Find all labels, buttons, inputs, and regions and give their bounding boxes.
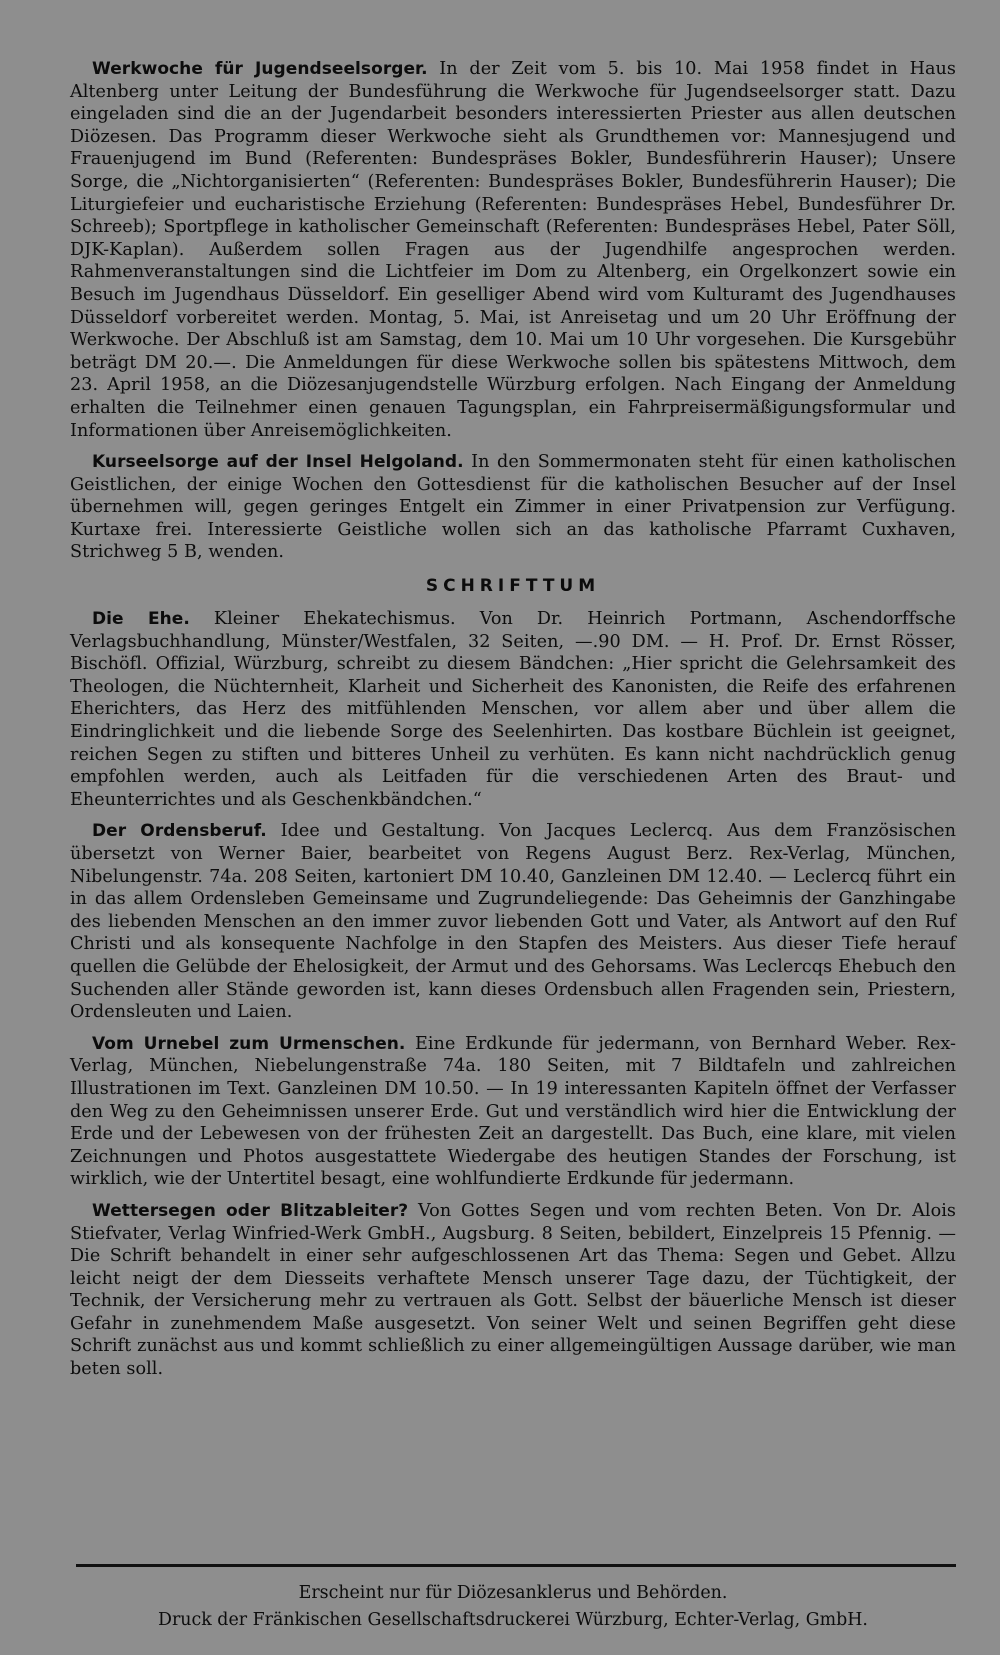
section-title: SCHRIFTTUM xyxy=(425,576,601,597)
review-die-ehe xyxy=(70,608,956,811)
review-text: Idee und Gestaltung. Von Jacques Leclercq. Aus dem Französischen übersetzt von Werner Baier, bearbeitet von Regens August Berz. Rex-Verlag, München, Nibelungenstr. 74a. 208 Seiten, kartoniert DM 10.40, Ganzleinen DM 12.40. — Leclercq führt ein in das allem Ordensleben Gemeinsame und Zugrundeliegende: Das Geheimnis der Ganzhingabe des liebenden Menschen an den immer zuvor liebenden Gott und Vater, als Antwort auf den Ruf Christi und als konsequente Nachfolge in den Stapfen des Meisters. Aus dieser Tiefe herauf quellen die Gelübde der Ehelosigkeit, der Armut und des Gehorsams. Was Leclercqs Ehebuch den Suchenden aller Stände geworden ist, kann dieses Ordensbuch allen Fragenden sein, Priestern, Ordensleuten und Laien. xyxy=(70,821,956,1023)
review-wettersegen xyxy=(70,1200,956,1381)
review-urnebel xyxy=(70,1033,956,1191)
review-text: Eine Erdkunde für jedermann, von Bernhard Weber. Rex-Verlag, München, Niebelungenstraße 74a. 180 Seiten, mit 7 Bildtafeln und zahlreichen Illustrationen im Text. Ganzleinen DM 10.50. — In 19 interessanten Kapiteln öffnet der Verfasser den Weg zu den Geheimnissen unserer Erde. Gut und verständlich wird hier die Entwicklung der Erde und der Lebewesen von der frühesten Zeit an dargestellt. Das Buch, eine klare, mit vielen Zeichnungen und Photos ausgestattete Wiedergabe des heutigen Standes der Forschung, ist wirklich, wie der Untertitel besagt, eine wohlfundierte Erdkunde für jedermann. xyxy=(70,1033,956,1190)
review-heading: Wettersegen oder Blitzableiter? xyxy=(92,1200,409,1221)
article-heading: Werkwoche für Jugendseelsorger. xyxy=(92,59,428,79)
review-heading: Die Ehe. xyxy=(92,609,190,630)
page-body xyxy=(70,58,956,1390)
footer-divider xyxy=(76,1564,956,1567)
review-text: Von Gottes Segen und vom rechten Beten. Von Dr. Alois Stiefvater, Verlag Winfried-Werk GmbH., Augsburg. 8 Seiten, bebildert, Einzelpreis 15 Pfennig. — Die Schrift behandelt in einer sehr aufgeschlossenen Art das Thema: Segen und Gebet. Allzu leicht neigt der dem Diesseits verhaftete Mensch unserer Tage dazu, der Tüchtigkeit, der Technik, der Versicherung mehr zu vertrauen als Gott. Selbst der bäuerliche Mensch ist dieser Gefahr in zunehmendem Maße ausgesetzt. Von seiner Welt und seinen Begriffen geht diese Schrift zunächst aus und kommt schließlich zu einer allgemeingültigen Aussage darüber, wie man beten soll. xyxy=(70,1200,956,1380)
footer-printer-note: Druck der Fränkischen Gesellschaftsdruckerei Würzburg, Echter-Verlag, GmbH. xyxy=(158,1610,868,1630)
review-heading: Vom Urnebel zum Urmenschen. xyxy=(92,1033,406,1054)
footer xyxy=(70,1580,956,1634)
review-text: Kleiner Ehekatechismus. Von Dr. Heinrich Portmann, Aschendorffsche Verlagsbuchhandlung, Münster/Westfalen, 32 Seiten, —.90 DM. — H. Prof. Dr. Ernst Rösser, Bischöfl. Offizial, Würzburg, schreibt zu diesem Bändchen: „Hier spricht die Gelehrsamkeit des Theologen, die Nüchternheit, Klarheit und Sicherheit des Kanonisten, die Reife des erfahrenen Eherichters, das Herz des mitfühlenden Menschen, vor allem aber und über allem die Eindringlichkeit und die liebende Sorge des Seelenhirten. Das kostbare Büchlein ist geeignet, reichen Segen zu stiften und bitteres Unheil zu verhüten. Es kann nicht nachdrücklich genug empfohlen werden, auch als Leitfaden für die verschiedenen Arten des Braut- und Eheunterrichtes und als Geschenkbändchen.“ xyxy=(70,609,956,810)
footer-distribution-note: Erscheint nur für Diözesanklerus und Behörden. xyxy=(298,1583,728,1603)
review-ordensberuf xyxy=(70,820,956,1023)
article-helgoland xyxy=(70,451,956,564)
article-text: In den Sommermonaten steht für einen katholischen Geistlichen, der einige Wochen den Gottesdienst für die katholischen Besucher auf der Insel übernehmen will, gegen geringes Entgelt ein Zimmer in einer Privatpension zur Verfügung. Kurtaxe frei. Interessierte Geistliche wollen sich an das katholische Pfarramt Cuxhaven, Strichweg 5 B, wenden. xyxy=(70,452,957,563)
article-text: In der Zeit vom 5. bis 10. Mai 1958 findet in Haus Altenberg unter Leitung der Bundesführung die Werkwoche für Jugendseelsorger statt. Dazu eingeladen sind die an der Jugendarbeit besonders interessierten Priester aus allen deutschen Diözesen. Das Programm dieser Werkwoche sieht als Grundthemen vor: Mannesjugend und Frauenjugend im Bund (Referenten: Bundespräses Bokler, Bundesführerin Hauser); Unsere Sorge, die „Nichtorganisierten“ (Referenten: Bundespräses Bokler, Bundesführerin Hauser); Die Liturgiefeier und eucharistische Erziehung (Referenten: Bundespräses Hebel, Bundesführer Dr. Schreeb); Sportpflege in katholischer Gemeinschaft (Referenten: Bundespräses Hebel, Pater Söll, DJK-Kaplan). Außerdem sollen Fragen aus der Jugendhilfe angesprochen werden. Rahmenveranstaltungen sind die Lichtfeier im Dom zu Altenberg, ein Orgelkonzert sowie ein Besuch im Jugendhaus Düsseldorf. Ein geselliger Abend wird vom Kulturamt des Jugendhauses Düsseldorf vorbereitet werden. Montag, 5. Mai, ist Anreisetag und um 20 Uhr Eröffnung der Werkwoche. Der Abschluß ist am Samstag, dem 10. Mai um 10 Uhr vorgesehen. Die Kursgebühr beträgt DM 20.—. Die Anmeldungen für diese Werkwoche sollen bis spätestens Mittwoch, dem 23. April 1958, an die Diözesanjugendstelle Würzburg erfolgen. Nach Eingang der Anmeldung erhalten die Teilnehmer einen genauen Tagungsplan, ein Fahrpreisermäßigungsformular und Informationen über Anreisemöglichkeiten. xyxy=(70,59,956,441)
article-werkwoche xyxy=(70,58,956,442)
article-heading: Kurseelsorge auf der Insel Helgoland. xyxy=(92,452,464,473)
review-heading: Der Ordensberuf. xyxy=(92,821,267,842)
